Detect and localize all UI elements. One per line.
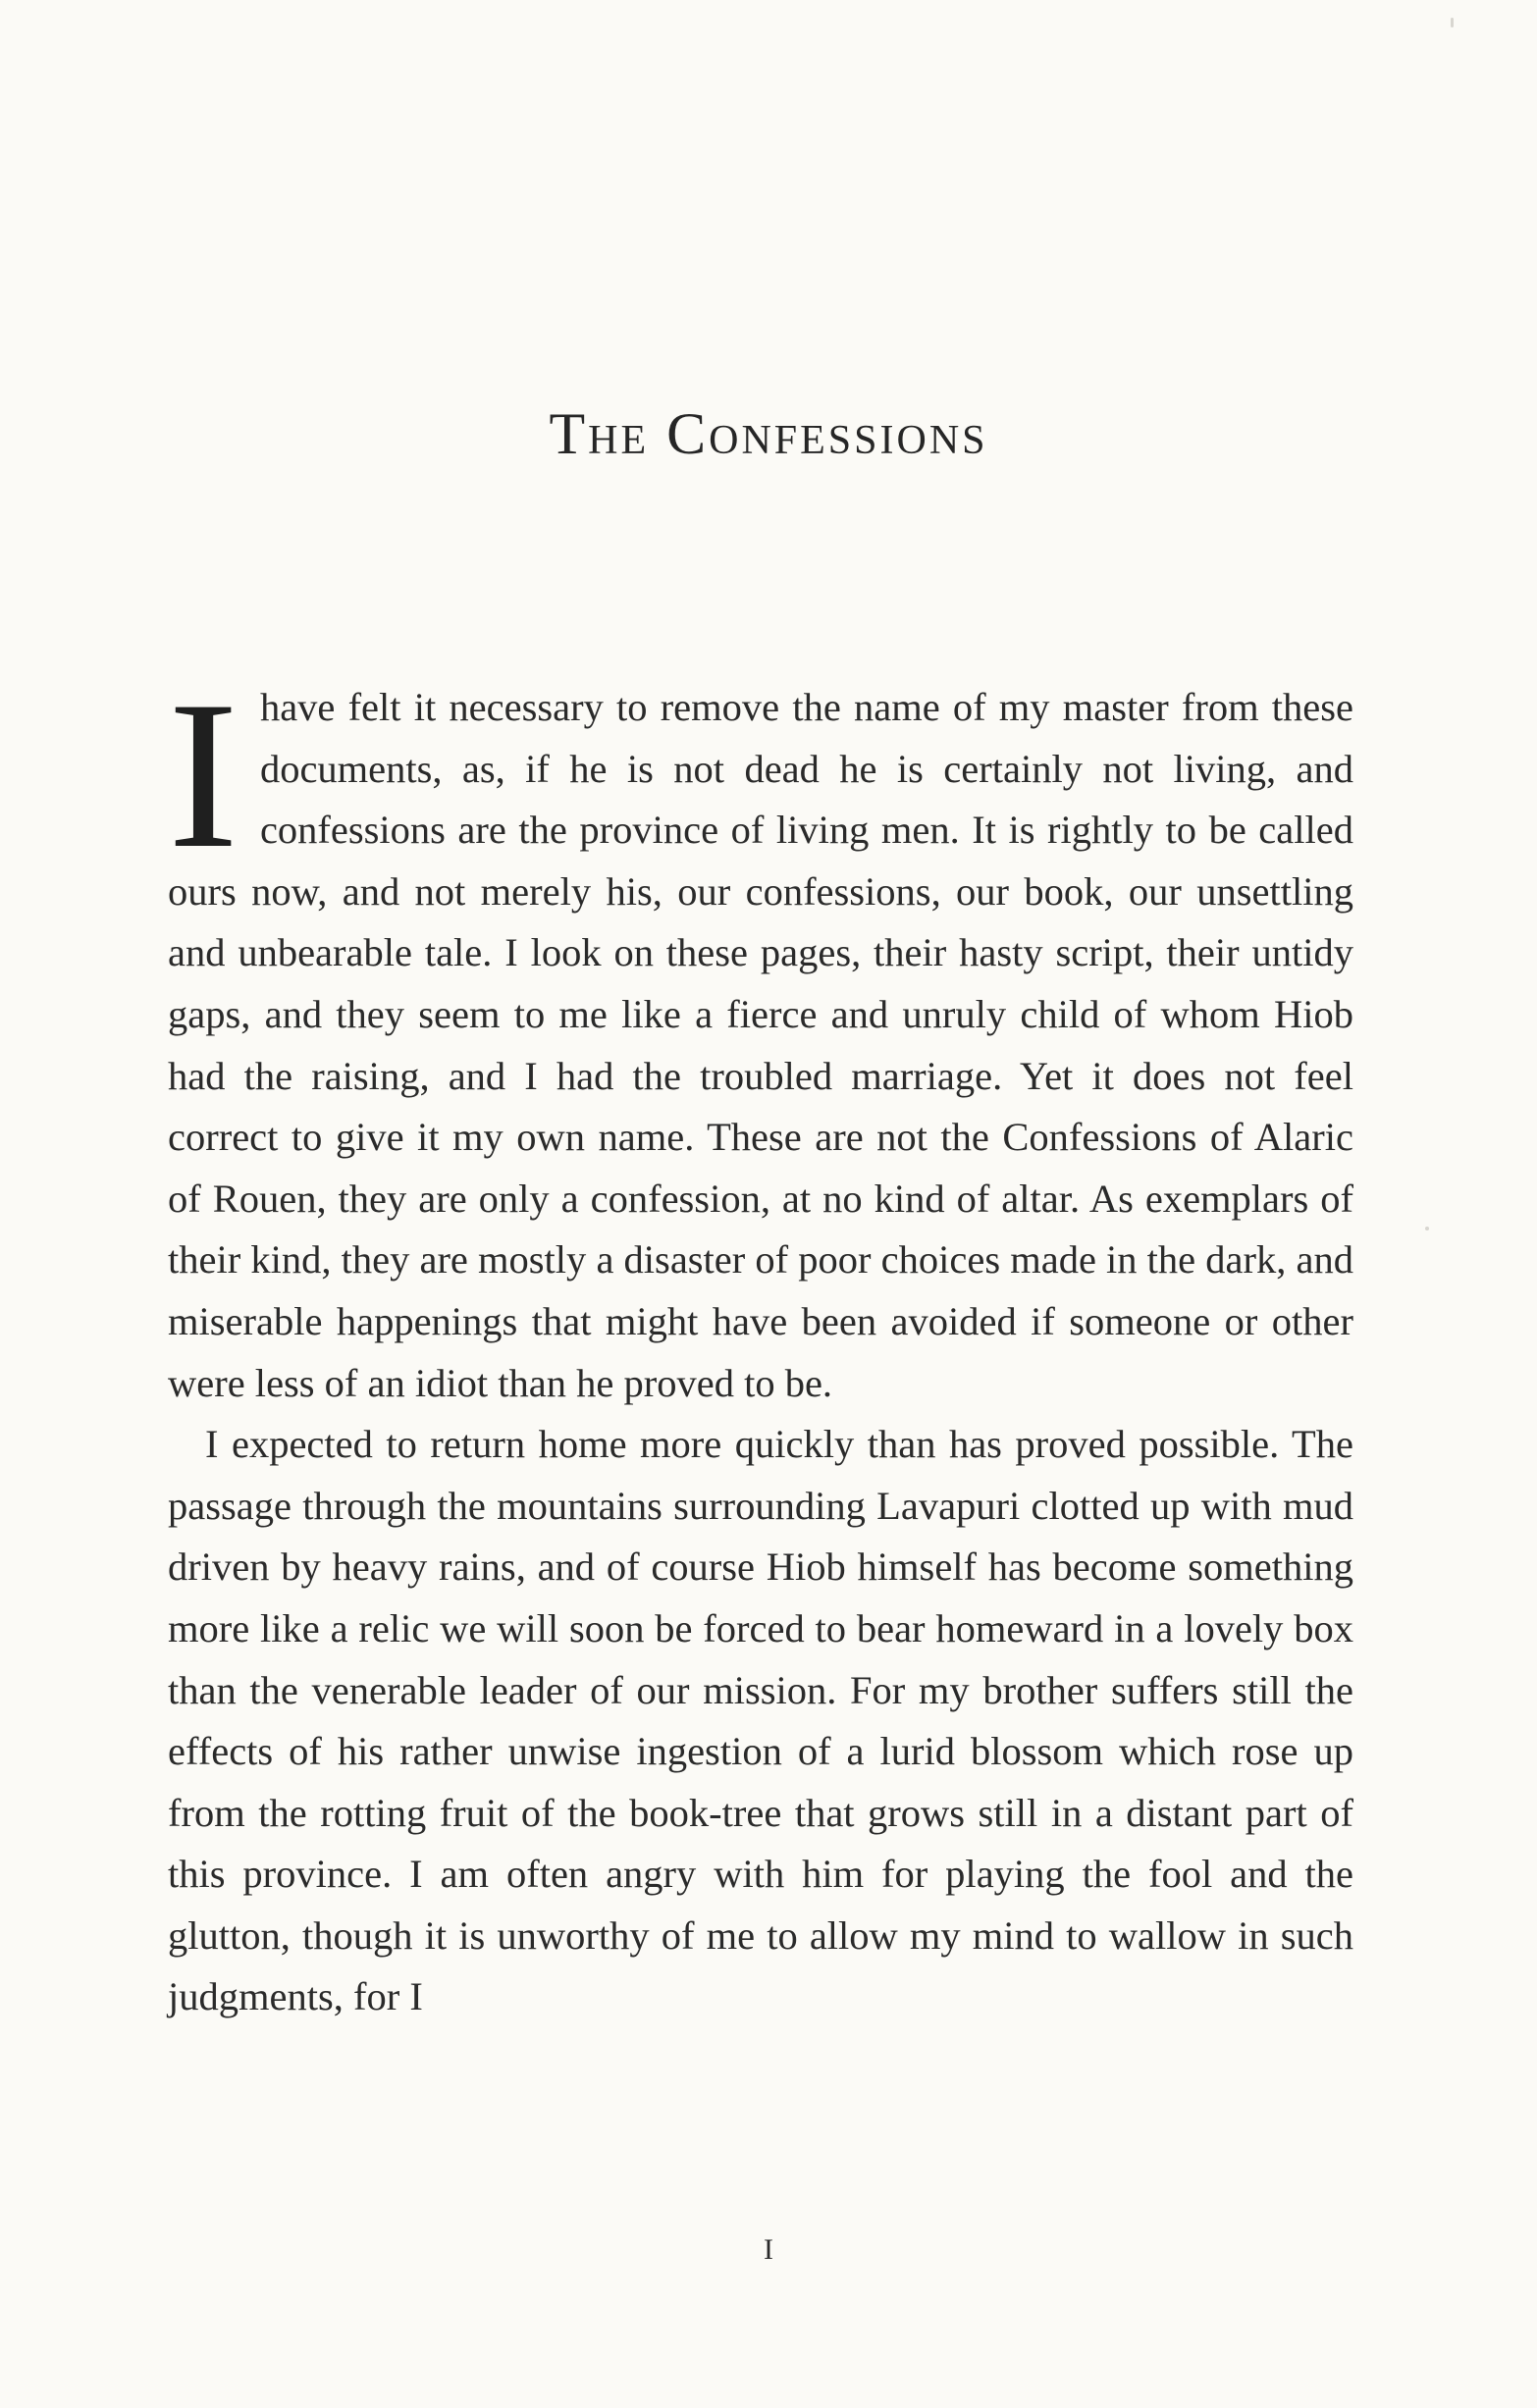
paper-speck <box>1451 18 1454 27</box>
drop-cap: I <box>168 657 238 892</box>
paragraph-2: I expected to return home more quickly than has proved possible. The passage through the mountains surrounding Lavapuri clotted up with mud driven by heavy rains, and of course Hiob himself has become something more like a relic we will soon be forced to bear homeward in a lovely box than the venerable leader of our mission. For my brother suffers still the effects of his rather unwise ingestion of a lurid blossom which rose up from the rotting fruit of the book-tree that grows still in a distant part of this province. I am often angry with him for playing the fool and the glutton, though it is unworthy of me to allow my mind to wallow in such judgments, for I <box>168 1422 1353 2019</box>
chapter-title: The Confessions <box>549 401 988 466</box>
page-number: I <box>764 2233 773 2266</box>
paper-speck <box>1425 1227 1429 1230</box>
paragraph-1-text: have felt it necessary to remove the name of my master from these documents, as, if he is not dead he is certainly not living, and confessions are the province of living men. It is rightly to be called ours now, and not merely his, our confessions, our book, our unsettling and unbearable tale. I look on these pages, their hasty script, their untidy gaps, and they seem to me like a fierce and unruly child of whom Hiob had the raising, and I had the troubled marriage. Yet it does not feel correct to give it my own name. These are not the Confessions of Alaric of Rouen, they are only a confession, at no kind of altar. As exemplars of their kind, they are mostly a disaster of poor choices made in the dark, and miserable happenings that might have been avoided if someone or other were less of an idiot than he proved to be. <box>168 685 1353 1405</box>
paragraph-1 <box>168 657 1353 1414</box>
chapter-body <box>168 657 1353 2028</box>
